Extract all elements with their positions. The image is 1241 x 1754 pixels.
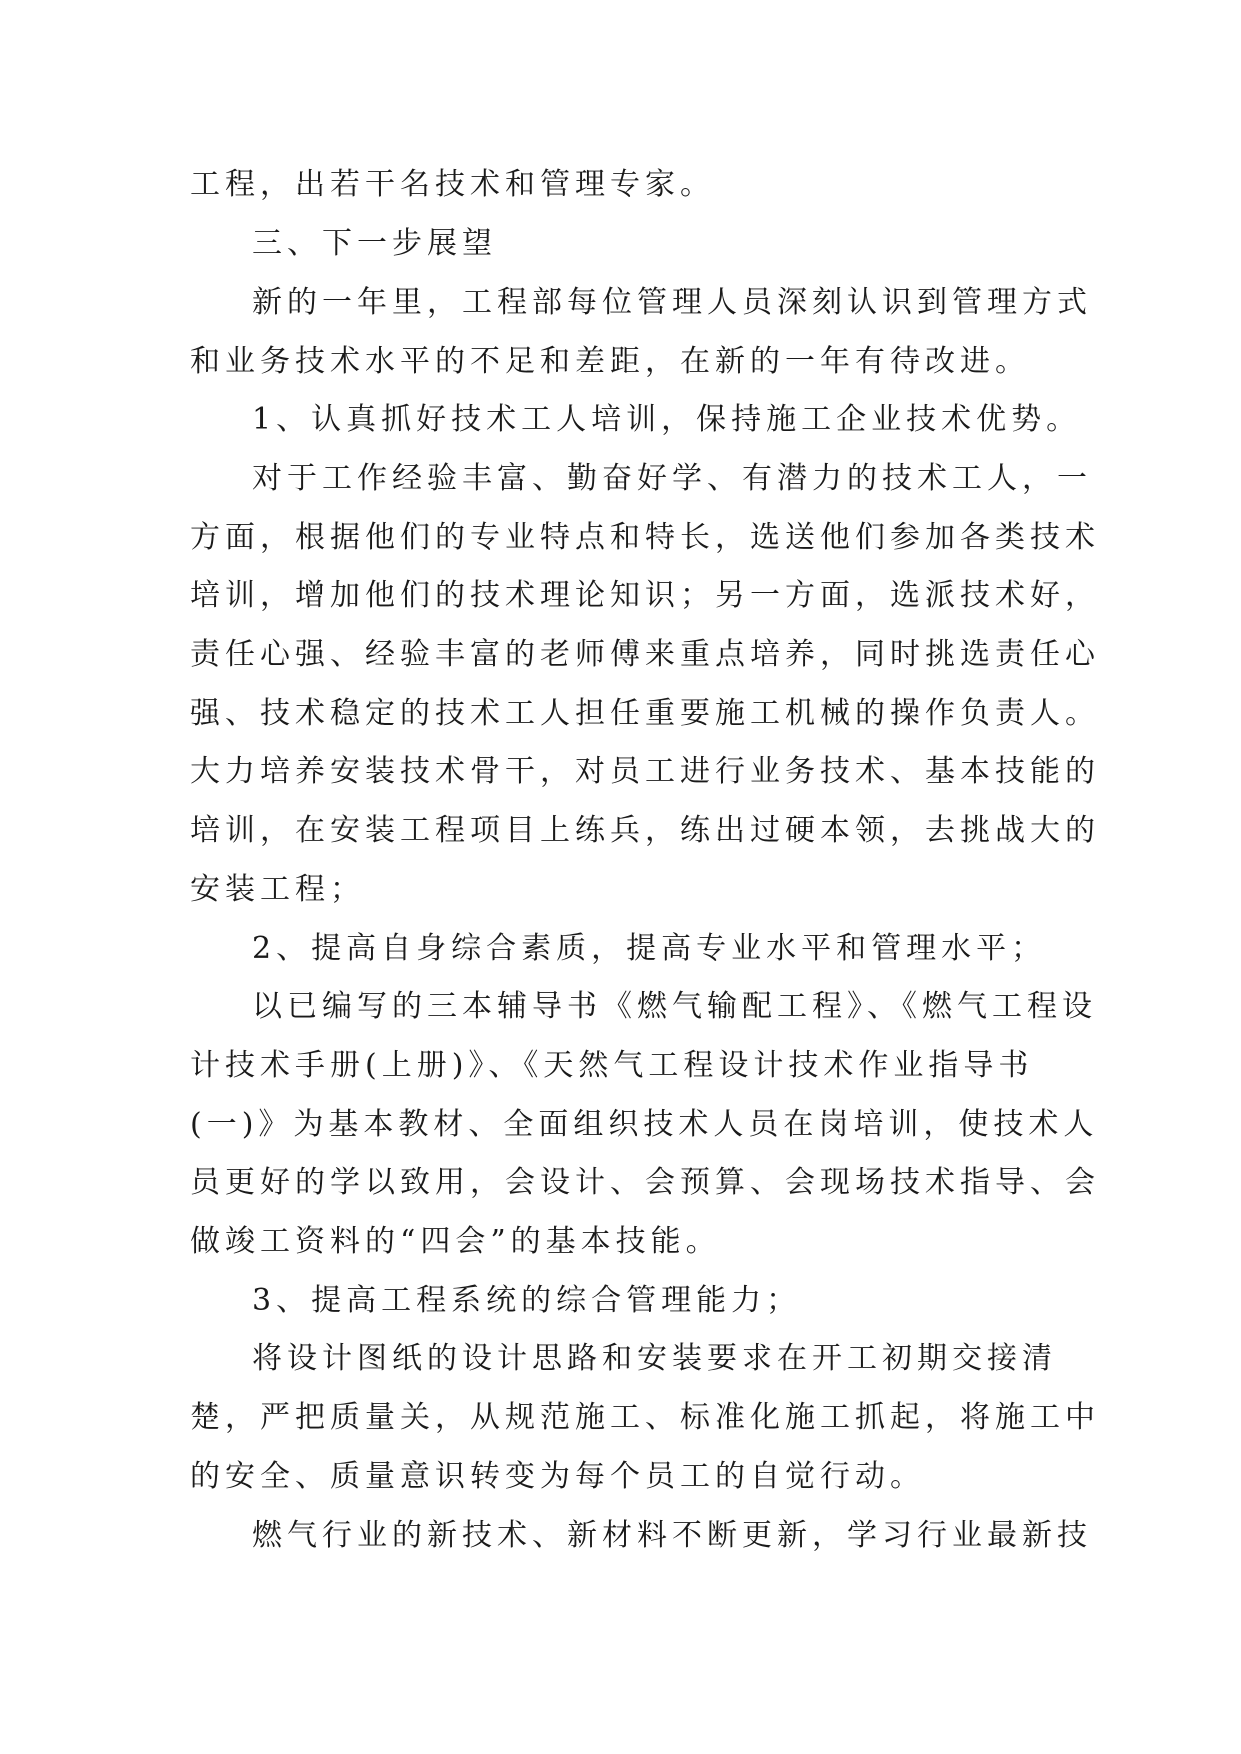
- text-line: 方面，根据他们的专业特点和特长，选送他们参加各类技术: [190, 520, 1100, 555]
- text-line: 楚，严把质量关，从规范施工、标准化施工抓起，将施工中: [190, 1400, 1100, 1435]
- paragraph-start: 将设计图纸的设计思路和安装要求在开工初期交接清: [252, 1341, 1057, 1376]
- text-line: 员更好的学以致用，会设计、会预算、会现场技术指导、会: [190, 1165, 1100, 1200]
- numbered-item-heading: 2、提高自身综合素质，提高专业水平和管理水平；: [252, 931, 1047, 966]
- paragraph-start: 燃气行业的新技术、新材料不断更新，学习行业最新技: [252, 1518, 1092, 1553]
- numbered-item-heading: 1、认真抓好技术工人培训，保持施工企业技术优势。: [252, 402, 1082, 437]
- paragraph-start: 对于工作经验丰富、勤奋好学、有潜力的技术工人，一: [252, 461, 1092, 496]
- text-line: 责任心强、经验丰富的老师傅来重点培养，同时挑选责任心: [190, 637, 1100, 672]
- text-line: 强、技术稳定的技术工人担任重要施工机械的操作负责人。: [190, 696, 1100, 731]
- text-line: 和业务技术水平的不足和差距，在新的一年有待改进。: [190, 344, 1030, 379]
- text-line: (一)》为基本教材、全面组织技术人员在岗培训，使技术人: [190, 1107, 1099, 1142]
- text-line: 培训，增加他们的技术理论知识；另一方面，选派技术好，: [190, 578, 1100, 613]
- section-heading: 三、下一步展望: [252, 226, 497, 261]
- text-line: 做竣工资料的“四会”的基本技能。: [190, 1224, 721, 1259]
- text-line: 培训，在安装工程项目上练兵，练出过硬本领，去挑战大的: [190, 813, 1100, 848]
- text-line: 计技术手册(上册)》、《天然气工程设计技术作业指导书: [190, 1048, 1034, 1083]
- numbered-item-heading: 3、提高工程系统的综合管理能力；: [252, 1283, 802, 1318]
- text-line: 的安全、质量意识转变为每个员工的自觉行动。: [190, 1459, 925, 1494]
- text-line: 大力培养安装技术骨干，对员工进行业务技术、基本技能的: [190, 754, 1100, 789]
- text-line: 工程，出若干名技术和管理专家。: [190, 167, 715, 202]
- paragraph-start: 以已编写的三本辅导书《燃气输配工程》、《燃气工程设: [252, 989, 1097, 1024]
- paragraph-start: 新的一年里，工程部每位管理人员深刻认识到管理方式: [252, 285, 1092, 320]
- text-line: 安装工程；: [190, 872, 365, 907]
